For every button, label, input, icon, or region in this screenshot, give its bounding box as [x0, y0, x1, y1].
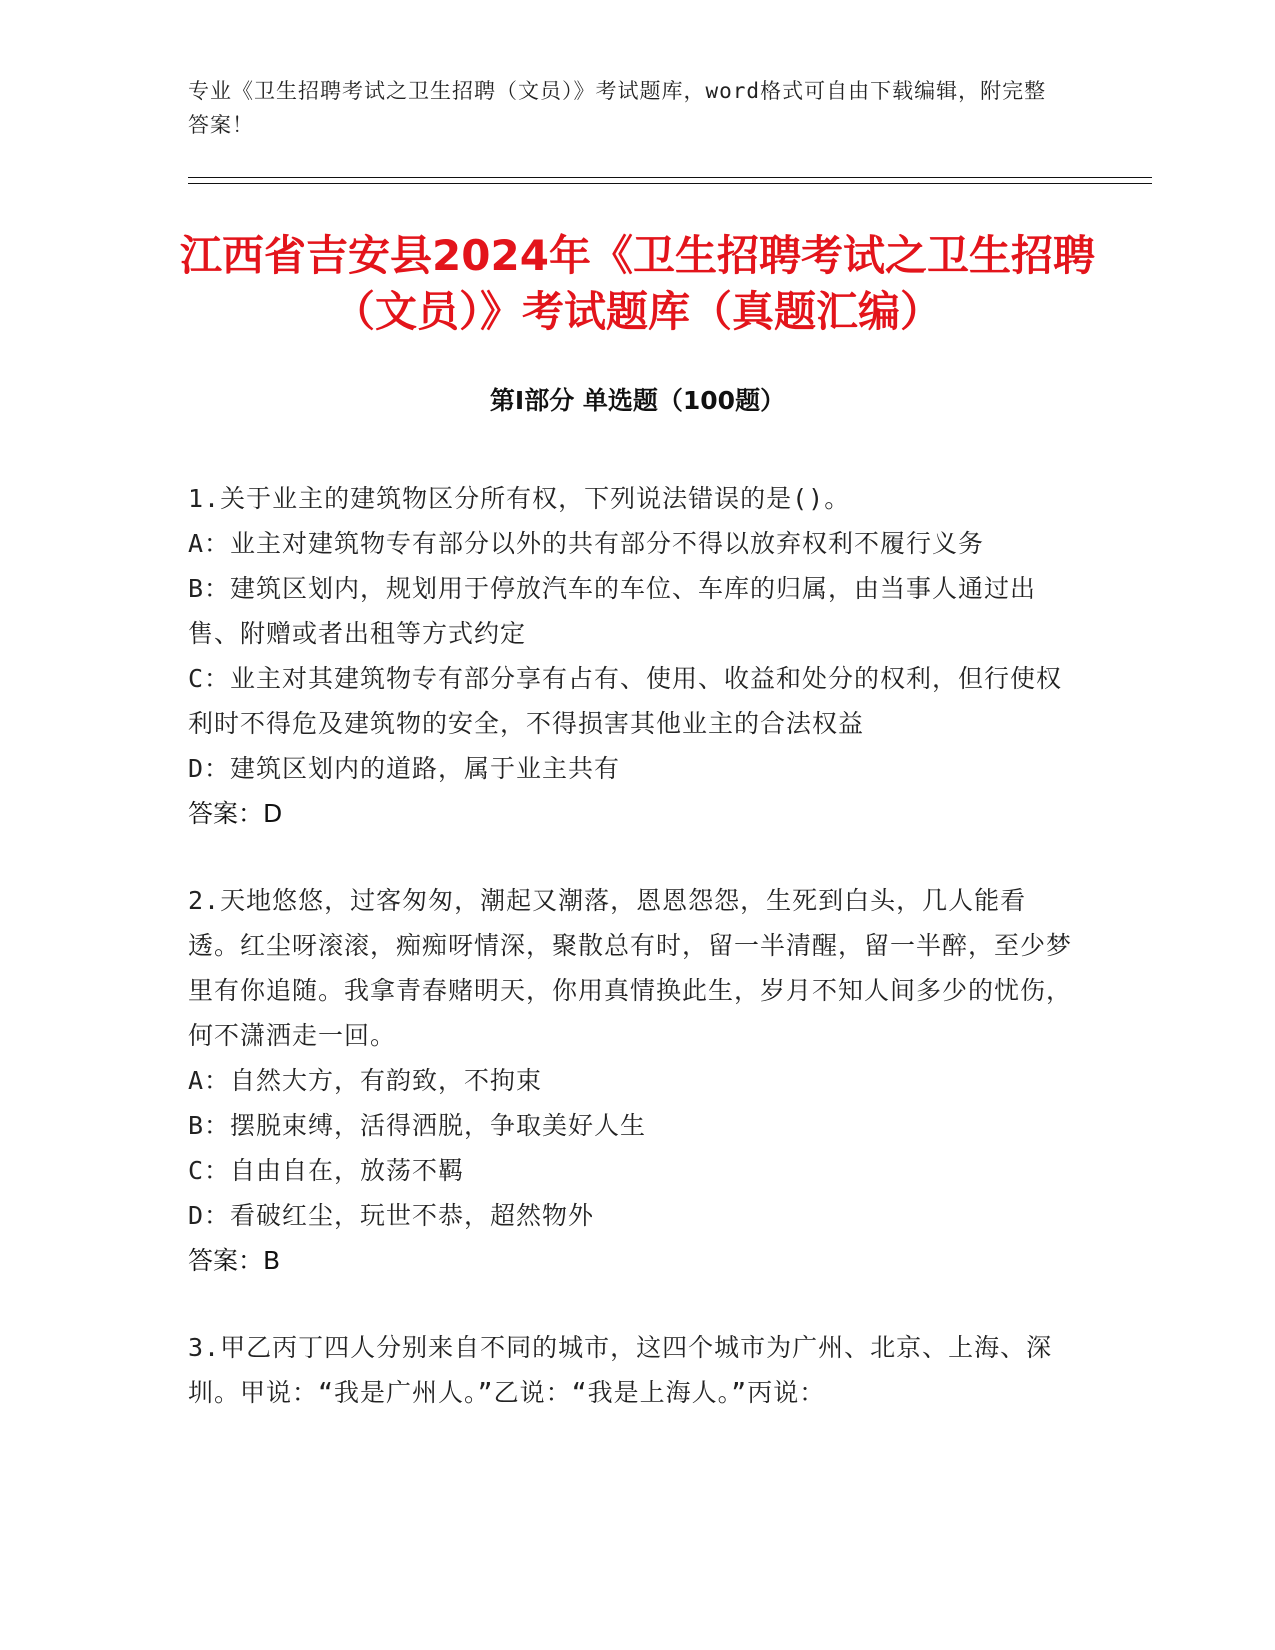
option-a: A：业主对建筑物专有部分以外的共有部分不得以放弃权利不履行义务 — [188, 529, 985, 558]
header-divider-thick — [188, 183, 1152, 184]
answer-label: 答案：D — [188, 799, 283, 828]
option-c: C：业主对其建筑物专有部分享有占有、使用、收益和处分的权利，但行使权利时不得危及建筑物的安全，不得损害其他业主的合法权益 — [188, 664, 1063, 738]
question-3 — [188, 1325, 1078, 1415]
option-d: D：看破红尘，玩世不恭，超然物外 — [188, 1201, 595, 1230]
document-title: 江西省吉安县2024年《卫生招聘考试之卫生招聘（文员）》考试题库（真题汇编） — [180, 231, 1095, 336]
answer-label: 答案：B — [188, 1246, 281, 1275]
option-b: B：摆脱束缚，活得洒脱，争取美好人生 — [188, 1111, 647, 1140]
question-text: 2.天地悠悠，过客匆匆，潮起又潮落，恩恩怨怨，生死到白头，几人能看透。红尘呀滚滚，痴痴呀情深，聚散总有时，留一半清醒，留一半醉，至少梦里有你追随。我拿青春赌明天，你用真情换此生，岁月不知人间多少的忧伤，何不潇洒走一回。 — [188, 886, 1073, 1050]
section-heading: 第Ⅰ部分 单选题（100题） — [489, 386, 786, 415]
option-b: B：建筑区划内，规划用于停放汽车的车位、车库的归属，由当事人通过出售、附赠或者出租等方式约定 — [188, 574, 1037, 648]
option-c: C：自由自在，放荡不羁 — [188, 1156, 465, 1185]
question-list — [188, 476, 1078, 1457]
header-note: 专业《卫生招聘考试之卫生招聘（文员）》考试题库，word格式可自由下载编辑，附完整答案！ — [188, 79, 1047, 137]
question-2 — [188, 878, 1078, 1283]
question-text: 1.关于业主的建筑物区分所有权，下列说法错误的是()。 — [188, 484, 851, 513]
option-a: A：自然大方，有韵致，不拘束 — [188, 1066, 543, 1095]
question-1 — [188, 476, 1078, 836]
question-text: 3.甲乙丙丁四人分别来自不同的城市，这四个城市为广州、北京、上海、深圳。甲说：“我是广州人。”乙说：“我是上海人。”丙说： — [188, 1333, 1053, 1407]
option-d: D：建筑区划内的道路，属于业主共有 — [188, 754, 621, 783]
header-divider-thin — [188, 177, 1152, 178]
